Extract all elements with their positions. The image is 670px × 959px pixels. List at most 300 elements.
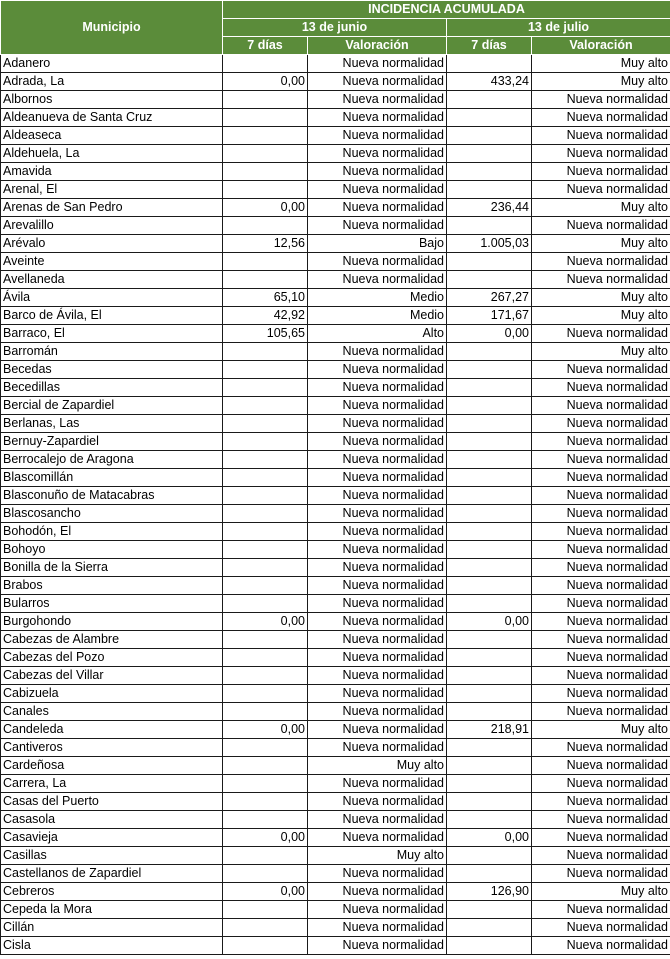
- municipio-cell: Casillas: [1, 847, 223, 865]
- valoracion-junio-cell: Nueva normalidad: [308, 919, 447, 937]
- incidencia-junio-cell: [223, 415, 308, 433]
- valoracion-junio-cell: Nueva normalidad: [308, 109, 447, 127]
- incidencia-junio-cell: [223, 919, 308, 937]
- incidencia-julio-cell: [447, 487, 532, 505]
- incidencia-julio-cell: [447, 937, 532, 955]
- period-julio-header: 13 de julio: [447, 19, 670, 37]
- table-row: [1, 595, 670, 613]
- valoracion-julio-cell: Muy alto: [532, 73, 670, 91]
- valoracion-julio-cell: Muy alto: [532, 343, 670, 361]
- incidencia-julio-cell: [447, 433, 532, 451]
- incidencia-junio-cell: [223, 55, 308, 73]
- table-row: [1, 235, 670, 253]
- valoracion-julio-cell: Muy alto: [532, 235, 670, 253]
- valoracion-julio-cell: Nueva normalidad: [532, 91, 670, 109]
- municipio-cell: Castellanos de Zapardiel: [1, 865, 223, 883]
- valoracion-julio-cell: Nueva normalidad: [532, 379, 670, 397]
- incidencia-julio-cell: [447, 145, 532, 163]
- municipio-cell: Blascosancho: [1, 505, 223, 523]
- valoracion-julio-cell: Nueva normalidad: [532, 253, 670, 271]
- valoracion-junio-cell: Nueva normalidad: [308, 379, 447, 397]
- municipio-cell: Casas del Puerto: [1, 793, 223, 811]
- table-row: [1, 667, 670, 685]
- municipio-cell: Bularros: [1, 595, 223, 613]
- incidencia-julio-cell: [447, 847, 532, 865]
- valoracion-junio-cell: Nueva normalidad: [308, 505, 447, 523]
- incidencia-junio-cell: [223, 469, 308, 487]
- table-row: [1, 811, 670, 829]
- valoracion-julio-cell: Nueva normalidad: [532, 451, 670, 469]
- municipio-cell: Cabezas del Pozo: [1, 649, 223, 667]
- incidencia-julio-cell: [447, 469, 532, 487]
- incidencia-junio-cell: [223, 703, 308, 721]
- municipio-cell: Barraco, El: [1, 325, 223, 343]
- incidencia-junio-cell: [223, 487, 308, 505]
- valoracion-junio-cell: Muy alto: [308, 847, 447, 865]
- table-row: [1, 109, 670, 127]
- incidencia-junio-cell: [223, 163, 308, 181]
- incidencia-junio-cell: [223, 775, 308, 793]
- valoracion-junio-cell: Nueva normalidad: [308, 559, 447, 577]
- valoracion-junio-cell: Nueva normalidad: [308, 865, 447, 883]
- incidencia-junio-cell: 0,00: [223, 721, 308, 739]
- incidencia-julio-cell: [447, 343, 532, 361]
- municipio-cell: Carrera, La: [1, 775, 223, 793]
- incidencia-junio-cell: [223, 649, 308, 667]
- incidencia-julio-cell: [447, 127, 532, 145]
- incidencia-julio-cell: [447, 595, 532, 613]
- valoracion-julio-cell: Nueva normalidad: [532, 523, 670, 541]
- incidencia-junio-cell: [223, 901, 308, 919]
- incidencia-julio-cell: [447, 253, 532, 271]
- incidencia-junio-cell: 12,56: [223, 235, 308, 253]
- valoracion-junio-cell: Nueva normalidad: [308, 415, 447, 433]
- incidencia-junio-cell: [223, 523, 308, 541]
- incidencia-julio-cell: [447, 217, 532, 235]
- incidencia-julio-cell: [447, 811, 532, 829]
- municipio-cell: Cebreros: [1, 883, 223, 901]
- incidencia-julio-cell: 267,27: [447, 289, 532, 307]
- valoracion-junio-cell: Nueva normalidad: [308, 181, 447, 199]
- municipio-cell: Becedas: [1, 361, 223, 379]
- table-row: [1, 181, 670, 199]
- valoracion-junio-cell: Nueva normalidad: [308, 487, 447, 505]
- incidencia-junio-cell: [223, 397, 308, 415]
- incidencia-julio-cell: [447, 109, 532, 127]
- table-row: [1, 613, 670, 631]
- incidencia-julio-cell: [447, 577, 532, 595]
- valoracion-julio-cell: Nueva normalidad: [532, 901, 670, 919]
- municipio-cell: Arenas de San Pedro: [1, 199, 223, 217]
- table-row: [1, 469, 670, 487]
- valoracion-julio-cell: Nueva normalidad: [532, 613, 670, 631]
- valoracion-julio-cell: Nueva normalidad: [532, 487, 670, 505]
- incidencia-junio-cell: [223, 91, 308, 109]
- table-row: [1, 415, 670, 433]
- incidencia-julio-cell: [447, 685, 532, 703]
- incidencia-julio-cell: 1.005,03: [447, 235, 532, 253]
- incidencia-junio-cell: 42,92: [223, 307, 308, 325]
- table-row: [1, 307, 670, 325]
- municipio-cell: Berrocalejo de Aragona: [1, 451, 223, 469]
- valoracion-junio-cell: Nueva normalidad: [308, 595, 447, 613]
- incidencia-junio-cell: [223, 811, 308, 829]
- incidencia-junio-cell: 0,00: [223, 829, 308, 847]
- table-row: [1, 451, 670, 469]
- municipio-cell: Aldeaseca: [1, 127, 223, 145]
- valoracion-junio-cell: Nueva normalidad: [308, 901, 447, 919]
- municipio-cell: Burgohondo: [1, 613, 223, 631]
- valoracion-julio-cell: Nueva normalidad: [532, 433, 670, 451]
- table-row: [1, 145, 670, 163]
- incidencia-julio-cell: 236,44: [447, 199, 532, 217]
- incidencia-julio-cell: [447, 919, 532, 937]
- municipio-cell: Cabizuela: [1, 685, 223, 703]
- table-body: [1, 55, 670, 955]
- table-row: [1, 793, 670, 811]
- valoracion-julio-cell: Nueva normalidad: [532, 109, 670, 127]
- valoracion-julio-cell: Nueva normalidad: [532, 397, 670, 415]
- valoracion-junio-cell: Alto: [308, 325, 447, 343]
- incidencia-junio-cell: [223, 739, 308, 757]
- incidencia-julio-cell: [447, 415, 532, 433]
- valoracion-julio-cell: Nueva normalidad: [532, 559, 670, 577]
- valoracion-junio-cell: Nueva normalidad: [308, 613, 447, 631]
- municipio-cell: Cantiveros: [1, 739, 223, 757]
- incidencia-header: INCIDENCIA ACUMULADA: [223, 1, 670, 19]
- table-row: [1, 829, 670, 847]
- incidencia-junio-cell: 0,00: [223, 199, 308, 217]
- table-row: [1, 397, 670, 415]
- incidencia-julio-cell: [447, 379, 532, 397]
- incidencia-julio-cell: [447, 397, 532, 415]
- valoracion-julio-cell: Nueva normalidad: [532, 811, 670, 829]
- table-row: [1, 271, 670, 289]
- valoracion-junio-cell: Nueva normalidad: [308, 127, 447, 145]
- valoracion-junio-cell: Nueva normalidad: [308, 631, 447, 649]
- valoracion-julio-header: Valoración: [532, 37, 670, 55]
- incidencia-julio-cell: [447, 523, 532, 541]
- table-row: [1, 433, 670, 451]
- valoracion-julio-cell: Nueva normalidad: [532, 415, 670, 433]
- table-row: [1, 541, 670, 559]
- valoracion-julio-cell: Nueva normalidad: [532, 127, 670, 145]
- table-row: [1, 163, 670, 181]
- municipio-cell: Cisla: [1, 937, 223, 955]
- municipio-cell: Aldeanueva de Santa Cruz: [1, 109, 223, 127]
- table-row: [1, 217, 670, 235]
- valoracion-julio-cell: Nueva normalidad: [532, 739, 670, 757]
- incidencia-junio-cell: [223, 757, 308, 775]
- incidencia-junio-cell: [223, 361, 308, 379]
- table-row: [1, 379, 670, 397]
- valoracion-julio-cell: Muy alto: [532, 55, 670, 73]
- table-row: [1, 577, 670, 595]
- valoracion-julio-cell: Nueva normalidad: [532, 793, 670, 811]
- table-row: [1, 739, 670, 757]
- incidencia-julio-cell: [447, 271, 532, 289]
- municipio-cell: Albornos: [1, 91, 223, 109]
- incidencia-junio-cell: [223, 577, 308, 595]
- table-row: [1, 901, 670, 919]
- table-row: [1, 91, 670, 109]
- valoracion-junio-cell: Nueva normalidad: [308, 343, 447, 361]
- incidencia-junio-cell: [223, 595, 308, 613]
- municipio-cell: Berlanas, Las: [1, 415, 223, 433]
- valoracion-junio-cell: Nueva normalidad: [308, 667, 447, 685]
- valoracion-junio-cell: Nueva normalidad: [308, 793, 447, 811]
- incidencia-junio-cell: [223, 865, 308, 883]
- incidencia-junio-cell: 0,00: [223, 73, 308, 91]
- municipio-header: Municipio: [1, 1, 223, 55]
- municipio-cell: Amavida: [1, 163, 223, 181]
- incidencia-junio-cell: [223, 667, 308, 685]
- incidencia-julio-cell: [447, 631, 532, 649]
- table-row: [1, 631, 670, 649]
- table-row: [1, 937, 670, 955]
- municipio-cell: Casasola: [1, 811, 223, 829]
- incidencia-julio-cell: [447, 901, 532, 919]
- table-row: [1, 703, 670, 721]
- table-row: [1, 775, 670, 793]
- valoracion-junio-cell: Nueva normalidad: [308, 145, 447, 163]
- valoracion-junio-cell: Nueva normalidad: [308, 649, 447, 667]
- valoracion-julio-cell: Muy alto: [532, 289, 670, 307]
- table-row: [1, 757, 670, 775]
- valoracion-julio-cell: Nueva normalidad: [532, 757, 670, 775]
- incidencia-julio-cell: [447, 541, 532, 559]
- valoracion-junio-cell: Nueva normalidad: [308, 199, 447, 217]
- valoracion-julio-cell: Nueva normalidad: [532, 271, 670, 289]
- municipio-cell: Adanero: [1, 55, 223, 73]
- incidencia-julio-cell: [447, 757, 532, 775]
- valoracion-junio-cell: Nueva normalidad: [308, 217, 447, 235]
- incidencia-julio-cell: [447, 163, 532, 181]
- valoracion-julio-cell: Nueva normalidad: [532, 847, 670, 865]
- municipio-cell: Cabezas de Alambre: [1, 631, 223, 649]
- valoracion-julio-cell: Nueva normalidad: [532, 865, 670, 883]
- incidencia-julio-cell: 0,00: [447, 613, 532, 631]
- incidencia-julio-cell: [447, 451, 532, 469]
- period-junio-header: 13 de junio: [223, 19, 447, 37]
- valoracion-junio-cell: Nueva normalidad: [308, 451, 447, 469]
- valoracion-junio-cell: Nueva normalidad: [308, 721, 447, 739]
- valoracion-junio-cell: Nueva normalidad: [308, 433, 447, 451]
- valoracion-julio-cell: Nueva normalidad: [532, 775, 670, 793]
- valoracion-julio-cell: Muy alto: [532, 883, 670, 901]
- incidencia-junio-cell: [223, 433, 308, 451]
- incidencia-julio-cell: [447, 91, 532, 109]
- incidencia-julio-cell: [447, 703, 532, 721]
- table-row: [1, 343, 670, 361]
- incidencia-julio-cell: [447, 505, 532, 523]
- incidencia-julio-cell: 126,90: [447, 883, 532, 901]
- incidencia-junio-cell: [223, 505, 308, 523]
- incidencia-junio-cell: 65,10: [223, 289, 308, 307]
- valoracion-julio-cell: Nueva normalidad: [532, 649, 670, 667]
- valoracion-julio-cell: Nueva normalidad: [532, 163, 670, 181]
- valoracion-junio-header: Valoración: [308, 37, 447, 55]
- valoracion-julio-cell: Nueva normalidad: [532, 667, 670, 685]
- incidencia-junio-cell: [223, 847, 308, 865]
- valoracion-julio-cell: Nueva normalidad: [532, 919, 670, 937]
- municipio-cell: Cabezas del Villar: [1, 667, 223, 685]
- municipio-cell: Arévalo: [1, 235, 223, 253]
- incidencia-julio-cell: [447, 649, 532, 667]
- incidencia-junio-cell: [223, 541, 308, 559]
- incidencia-junio-cell: [223, 127, 308, 145]
- valoracion-junio-cell: Nueva normalidad: [308, 703, 447, 721]
- incidencia-junio-cell: [223, 685, 308, 703]
- incidencia-junio-cell: 105,65: [223, 325, 308, 343]
- table-row: [1, 883, 670, 901]
- municipio-cell: Bohodón, El: [1, 523, 223, 541]
- valoracion-julio-cell: Nueva normalidad: [532, 505, 670, 523]
- municipio-cell: Barco de Ávila, El: [1, 307, 223, 325]
- valoracion-julio-cell: Nueva normalidad: [532, 325, 670, 343]
- incidencia-junio-cell: [223, 451, 308, 469]
- incidencia-julio-cell: 218,91: [447, 721, 532, 739]
- dias-julio-header: 7 días: [447, 37, 532, 55]
- valoracion-junio-cell: Nueva normalidad: [308, 541, 447, 559]
- valoracion-junio-cell: Nueva normalidad: [308, 937, 447, 955]
- valoracion-junio-cell: Nueva normalidad: [308, 577, 447, 595]
- incidencia-julio-cell: 171,67: [447, 307, 532, 325]
- incidencia-junio-cell: 0,00: [223, 613, 308, 631]
- valoracion-julio-cell: Nueva normalidad: [532, 217, 670, 235]
- incidencia-julio-cell: [447, 181, 532, 199]
- municipio-cell: Bonilla de la Sierra: [1, 559, 223, 577]
- valoracion-junio-cell: Nueva normalidad: [308, 685, 447, 703]
- valoracion-julio-cell: Nueva normalidad: [532, 703, 670, 721]
- table-row: [1, 487, 670, 505]
- incidencia-julio-cell: [447, 775, 532, 793]
- municipio-cell: Aveinte: [1, 253, 223, 271]
- table-row: [1, 847, 670, 865]
- incidencia-junio-cell: [223, 217, 308, 235]
- municipio-cell: Bercial de Zapardiel: [1, 397, 223, 415]
- valoracion-junio-cell: Nueva normalidad: [308, 397, 447, 415]
- incidencia-junio-cell: [223, 181, 308, 199]
- incidencia-julio-cell: [447, 55, 532, 73]
- valoracion-junio-cell: Nueva normalidad: [308, 253, 447, 271]
- municipio-cell: Cardeñosa: [1, 757, 223, 775]
- municipio-cell: Canales: [1, 703, 223, 721]
- incidencia-junio-cell: [223, 937, 308, 955]
- table-row: [1, 919, 670, 937]
- valoracion-julio-cell: Nueva normalidad: [532, 577, 670, 595]
- municipio-cell: Adrada, La: [1, 73, 223, 91]
- municipio-cell: Becedillas: [1, 379, 223, 397]
- valoracion-julio-cell: Nueva normalidad: [532, 469, 670, 487]
- municipio-cell: Brabos: [1, 577, 223, 595]
- valoracion-junio-cell: Nueva normalidad: [308, 883, 447, 901]
- incidencia-junio-cell: [223, 793, 308, 811]
- valoracion-junio-cell: Nueva normalidad: [308, 91, 447, 109]
- incidencia-junio-cell: [223, 109, 308, 127]
- valoracion-junio-cell: Nueva normalidad: [308, 523, 447, 541]
- valoracion-julio-cell: Nueva normalidad: [532, 361, 670, 379]
- incidencia-junio-cell: 0,00: [223, 883, 308, 901]
- incidencia-junio-cell: [223, 253, 308, 271]
- valoracion-junio-cell: Nueva normalidad: [308, 271, 447, 289]
- municipio-cell: Bohoyo: [1, 541, 223, 559]
- valoracion-junio-cell: Bajo: [308, 235, 447, 253]
- table-row: [1, 865, 670, 883]
- valoracion-junio-cell: Medio: [308, 289, 447, 307]
- municipio-cell: Blasconuño de Matacabras: [1, 487, 223, 505]
- table-row: [1, 685, 670, 703]
- table-row: [1, 361, 670, 379]
- valoracion-junio-cell: Nueva normalidad: [308, 55, 447, 73]
- valoracion-julio-cell: Muy alto: [532, 721, 670, 739]
- table-row: [1, 523, 670, 541]
- valoracion-junio-cell: Muy alto: [308, 757, 447, 775]
- table-row: [1, 289, 670, 307]
- valoracion-junio-cell: Nueva normalidad: [308, 829, 447, 847]
- municipio-cell: Avellaneda: [1, 271, 223, 289]
- incidencia-junio-cell: [223, 379, 308, 397]
- valoracion-julio-cell: Nueva normalidad: [532, 829, 670, 847]
- municipio-cell: Casavieja: [1, 829, 223, 847]
- table-row: [1, 127, 670, 145]
- municipio-cell: Cillán: [1, 919, 223, 937]
- incidencia-julio-cell: [447, 865, 532, 883]
- incidencia-junio-cell: [223, 343, 308, 361]
- valoracion-julio-cell: Muy alto: [532, 307, 670, 325]
- valoracion-junio-cell: Nueva normalidad: [308, 73, 447, 91]
- table-row: [1, 199, 670, 217]
- incidencia-julio-cell: [447, 667, 532, 685]
- valoracion-junio-cell: Nueva normalidad: [308, 163, 447, 181]
- valoracion-julio-cell: Nueva normalidad: [532, 541, 670, 559]
- incidencia-junio-cell: [223, 145, 308, 163]
- dias-junio-header: 7 días: [223, 37, 308, 55]
- incidencia-julio-cell: [447, 793, 532, 811]
- valoracion-julio-cell: Nueva normalidad: [532, 181, 670, 199]
- incidencia-junio-cell: [223, 631, 308, 649]
- incidencia-julio-cell: [447, 361, 532, 379]
- valoracion-junio-cell: Nueva normalidad: [308, 811, 447, 829]
- valoracion-junio-cell: Nueva normalidad: [308, 739, 447, 757]
- table-row: [1, 73, 670, 91]
- incidencia-julio-cell: [447, 559, 532, 577]
- municipio-cell: Arenal, El: [1, 181, 223, 199]
- table-row: [1, 559, 670, 577]
- valoracion-julio-cell: Nueva normalidad: [532, 685, 670, 703]
- valoracion-julio-cell: Nueva normalidad: [532, 937, 670, 955]
- incidencia-junio-cell: [223, 559, 308, 577]
- incidencia-julio-cell: 0,00: [447, 325, 532, 343]
- table-row: [1, 55, 670, 73]
- incidencia-julio-cell: [447, 739, 532, 757]
- valoracion-junio-cell: Nueva normalidad: [308, 469, 447, 487]
- incidencia-julio-cell: 433,24: [447, 73, 532, 91]
- municipio-cell: Arevalillo: [1, 217, 223, 235]
- municipio-cell: Candeleda: [1, 721, 223, 739]
- municipio-cell: Ávila: [1, 289, 223, 307]
- table-row: [1, 649, 670, 667]
- valoracion-julio-cell: Nueva normalidad: [532, 145, 670, 163]
- table-header: [1, 1, 670, 55]
- incidencia-junio-cell: [223, 271, 308, 289]
- table-row: [1, 505, 670, 523]
- table-row: [1, 721, 670, 739]
- table-row: [1, 253, 670, 271]
- municipio-cell: Bernuy-Zapardiel: [1, 433, 223, 451]
- valoracion-julio-cell: Nueva normalidad: [532, 595, 670, 613]
- municipio-cell: Barromán: [1, 343, 223, 361]
